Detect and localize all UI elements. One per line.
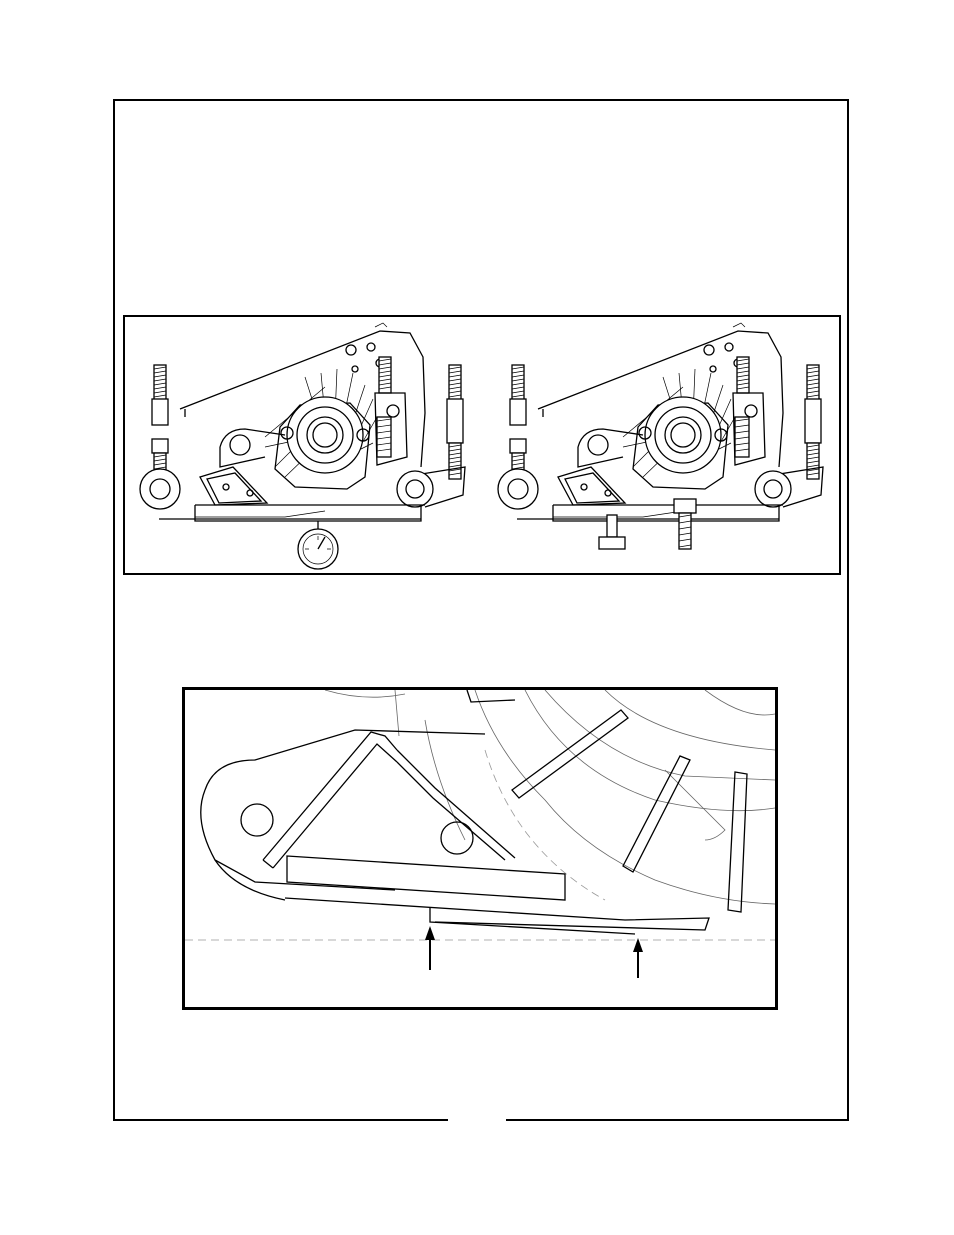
page-number-gap [448, 1116, 506, 1126]
adjusting-screw-right [674, 499, 696, 549]
pointer-arrow-right-icon [633, 938, 643, 978]
bracket-detail-figure [182, 687, 778, 1010]
caliper-figure [123, 315, 841, 575]
adjusting-screw-left [599, 515, 625, 549]
dial-indicator-icon [298, 521, 338, 569]
caliper-right-view [498, 323, 823, 549]
caliper-left-view [140, 323, 465, 569]
pointer-arrow-left-icon [425, 926, 435, 970]
